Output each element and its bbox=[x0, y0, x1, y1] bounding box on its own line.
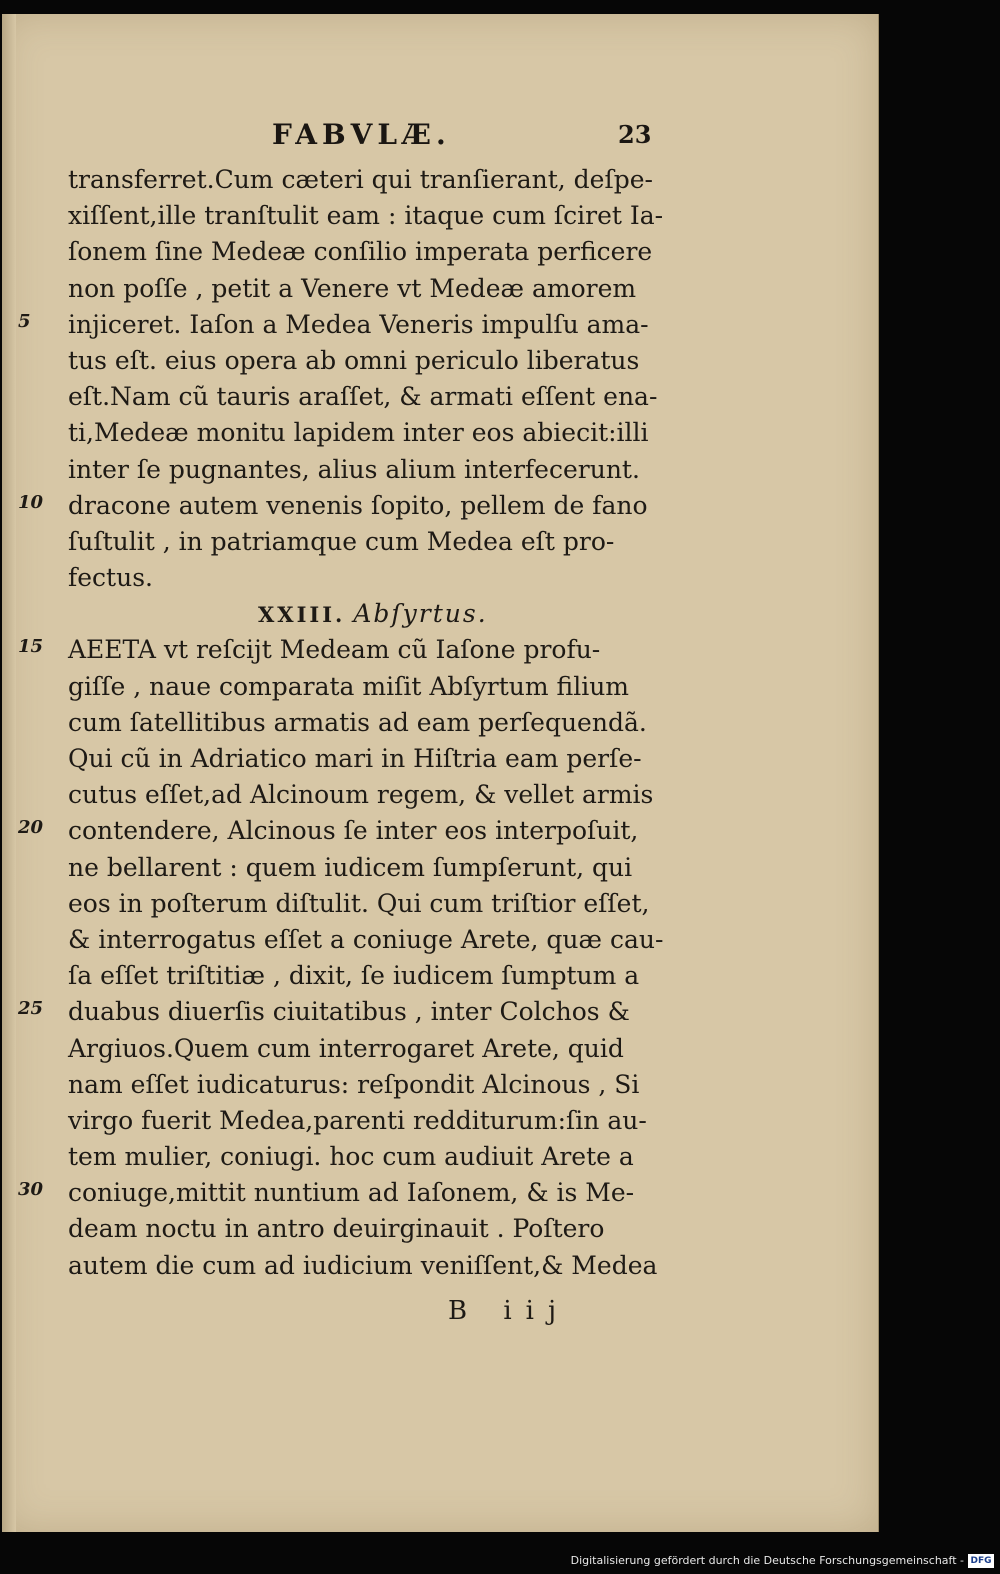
text-line bbox=[2, 198, 878, 234]
line-text: nam eſſet iudicaturus: reſpondit Alcinous , Si bbox=[68, 1069, 640, 1099]
text-line bbox=[2, 560, 878, 596]
line-number: 20 bbox=[18, 817, 44, 839]
line-text: virgo fuerit Medea,parenti redditurum:ſin au- bbox=[68, 1105, 647, 1135]
folio-number: 23 bbox=[618, 120, 652, 149]
line-text: cum ſatellitibus armatis ad eam perſequendã. bbox=[68, 707, 647, 737]
line-text: coniuge,mittit nuntium ad Iaſonem, & is Me- bbox=[68, 1178, 635, 1208]
line-text: fectus. bbox=[68, 563, 153, 593]
line-text: duabus diuerſis ciuitatibus , inter Colchos & bbox=[68, 997, 630, 1027]
line-text: dracone autem venenis ſopito, pellem de fano bbox=[68, 490, 648, 520]
chapter-heading bbox=[2, 596, 878, 632]
text-line bbox=[2, 379, 878, 415]
line-text: deam noctu in antro deuirginauit . Poſtero bbox=[68, 1214, 605, 1244]
digitization-footer bbox=[0, 1550, 1000, 1574]
line-number: 15 bbox=[18, 636, 44, 658]
text-line bbox=[2, 488, 878, 524]
line-text: ſonem ſine Medeæ conſilio imperata perficere bbox=[68, 237, 653, 267]
line-text: ne bellarent : quem iudicem ſumpſerunt, qui bbox=[68, 852, 633, 882]
line-text: Argiuos.Quem cum interrogaret Arete, quid bbox=[68, 1033, 624, 1063]
signature-mark: B iij bbox=[448, 1296, 571, 1326]
line-text: cutus eſſet,ad Alcinoum regem, & vellet armis bbox=[68, 780, 654, 810]
line-text: contendere, Alcinous ſe inter eos interpoſuit, bbox=[68, 816, 639, 846]
book-page bbox=[2, 14, 879, 1532]
text-line bbox=[2, 271, 878, 307]
line-number: 25 bbox=[18, 998, 44, 1020]
line-text: transferret.Cum cæteri qui tranſierant, deſpe- bbox=[68, 165, 653, 194]
funding-credit: Digitalisierung gefördert durch die Deutsche Forschungsgemeinschaft - bbox=[570, 1554, 964, 1567]
text-line bbox=[2, 415, 878, 451]
text-line bbox=[2, 958, 878, 994]
text-line bbox=[2, 1211, 878, 1247]
line-text: tus eſt. eius opera ab omni periculo liberatus bbox=[68, 345, 640, 375]
text-line bbox=[2, 669, 878, 705]
line-text: non poſſe , petit a Venere vt Medeæ amorem bbox=[68, 273, 637, 303]
chapter-heading-text bbox=[258, 599, 488, 630]
line-text: Qui cũ in Adriatico mari in Hiſtria eam perſe- bbox=[68, 744, 642, 773]
text-line bbox=[2, 234, 878, 270]
line-text: autem die cum ad iudicium veniſſent,& Medea bbox=[68, 1250, 658, 1280]
line-number: 30 bbox=[18, 1179, 44, 1201]
line-text: xiſſent,ille tranſtulit eam : itaque cum ſciret Ia- bbox=[68, 201, 664, 231]
running-head bbox=[2, 118, 878, 158]
line-text: tem mulier, coniugi. hoc cum audiuit Arete a bbox=[68, 1142, 634, 1172]
text-line bbox=[2, 850, 878, 886]
line-text: eos in poſterum diſtulit. Qui cum triſtior eſſet, bbox=[68, 888, 650, 918]
line-text: eſt.Nam cũ tauris araſſet, & armati eſſent ena- bbox=[68, 382, 658, 412]
dfg-logo-badge: DFG bbox=[968, 1554, 994, 1568]
text-line bbox=[2, 705, 878, 741]
text-line bbox=[2, 632, 878, 668]
text-line bbox=[2, 162, 878, 198]
line-text: AEETA vt reſcijt Medeam cũ Iaſone profu- bbox=[68, 635, 601, 665]
text-line bbox=[2, 994, 878, 1030]
text-line bbox=[2, 1103, 878, 1139]
text-line bbox=[2, 922, 878, 958]
text-line bbox=[2, 343, 878, 379]
chapter-title: Abſyrtus. bbox=[353, 599, 488, 629]
text-block bbox=[2, 162, 878, 1284]
text-line bbox=[2, 1067, 878, 1103]
text-line bbox=[2, 1248, 878, 1284]
text-line bbox=[2, 524, 878, 560]
text-line bbox=[2, 1175, 878, 1211]
text-line bbox=[2, 1139, 878, 1175]
line-text: inter ſe pugnantes, alius alium interfecerunt. bbox=[68, 454, 640, 484]
running-title: FABVLÆ. bbox=[272, 118, 451, 151]
text-line bbox=[2, 886, 878, 922]
text-line bbox=[2, 777, 878, 813]
line-text: giſſe , naue comparata miſit Abſyrtum filium bbox=[68, 671, 630, 701]
line-text: & interrogatus eſſet a coniuge Arete, quæ cau- bbox=[68, 924, 664, 954]
text-line bbox=[2, 741, 878, 777]
line-text: ſuſtulit , in patriamque cum Medea eſt pro- bbox=[68, 526, 615, 556]
text-line bbox=[2, 1031, 878, 1067]
line-text: injiceret. Iaſon a Medea Veneris impulſu ama- bbox=[68, 309, 649, 339]
chapter-numeral: XXIII. bbox=[258, 602, 346, 628]
text-line bbox=[2, 307, 878, 343]
text-line bbox=[2, 813, 878, 849]
line-text: ſa eſſet triſtitiæ , dixit, ſe iudicem ſumptum a bbox=[68, 961, 640, 991]
text-line bbox=[2, 452, 878, 488]
line-text: ti,Medeæ monitu lapidem inter eos abiecit:illi bbox=[68, 418, 649, 448]
line-number: 5 bbox=[18, 310, 31, 332]
line-number: 10 bbox=[18, 491, 44, 513]
